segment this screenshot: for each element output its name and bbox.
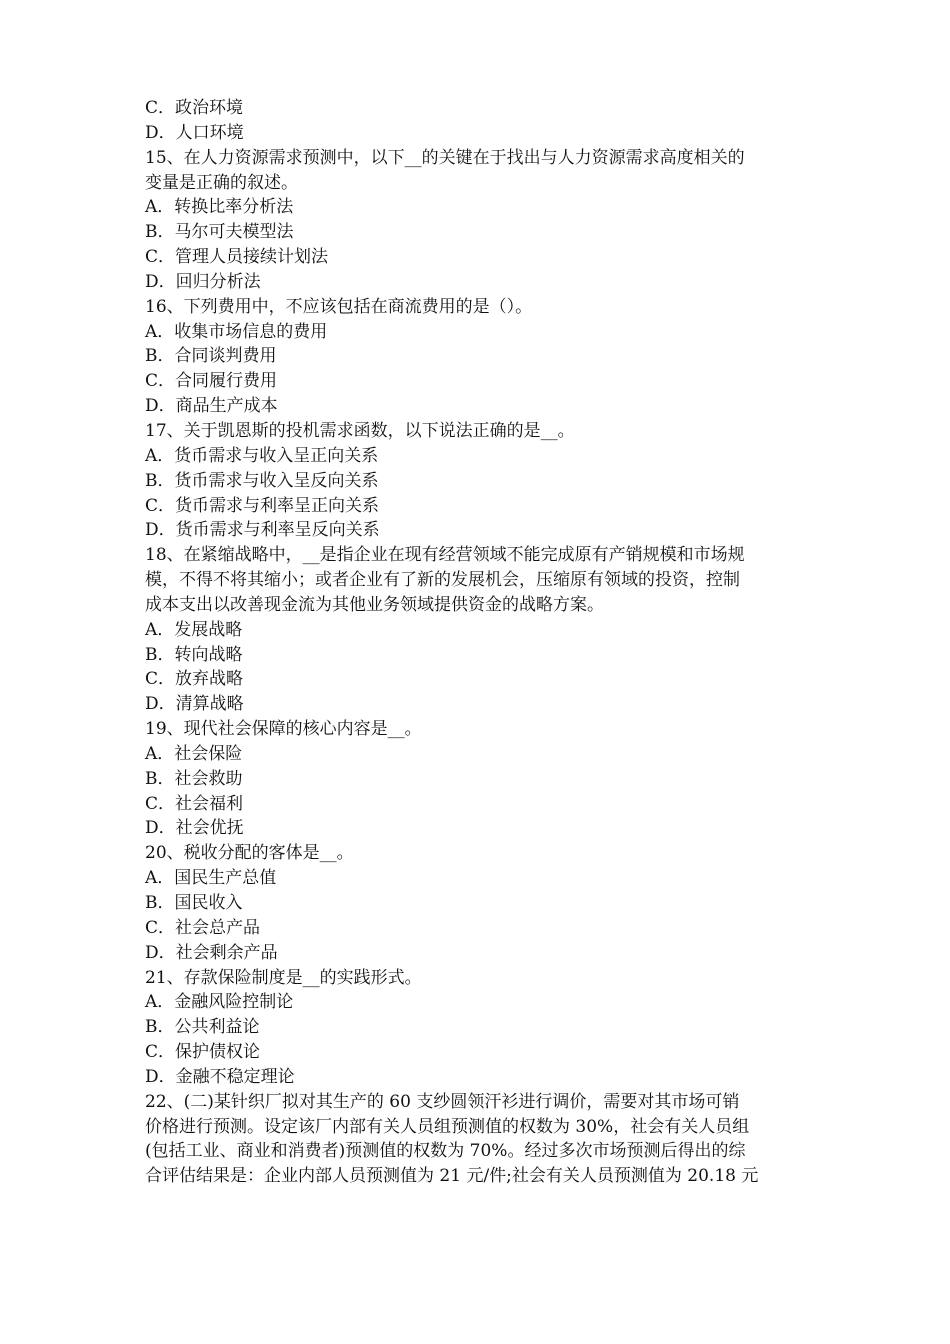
question-19: 19、现代社会保障的核心内容是__。	[145, 719, 422, 740]
option-d-q21: D．金融不稳定理论	[145, 1066, 295, 1087]
option-a-q18: A．发展战略	[145, 619, 243, 640]
option-d-q20: D．社会剩余产品	[145, 942, 278, 963]
question-22-line-2: 价格进行预测。设定该厂内部有关人员组预测值的权数为 30%，社会有关人员组	[145, 1116, 750, 1137]
question-17: 17、关于凯恩斯的投机需求函数，以下说法正确的是__。	[145, 420, 575, 441]
option-c-q17: C．货币需求与利率呈正向关系	[145, 495, 380, 516]
option-d-q18: D．清算战略	[145, 694, 244, 715]
document-page	[145, 96, 820, 1189]
question-16: 16、下列费用中，不应该包括在商流费用的是（）。	[145, 296, 533, 317]
option-a-q17: A．货币需求与收入呈正向关系	[145, 445, 379, 466]
question-18-line-1: 18、在紧缩战略中，__是指企业在现有经营领域不能完成原有产销规模和市场规	[145, 545, 745, 566]
option-d-q16: D．商品生产成本	[145, 396, 278, 417]
option-b-q20: B．国民收入	[145, 893, 243, 913]
question-22-line-1: 22、(二)某针织厂拟对其生产的 60 支纱圆领汗衫进行调价，需要对其市场可销	[145, 1091, 740, 1112]
question-18-line-3: 成本支出以改善现金流为其他业务领域提供资金的战略方案。	[145, 594, 604, 615]
option-b-q17: B．货币需求与收入呈反向关系	[145, 470, 379, 491]
option-d-q17: D．货币需求与利率呈反向关系	[145, 520, 380, 541]
option-c-q15: C．管理人员接续计划法	[145, 247, 329, 268]
question-22-line-4: 合评估结果是：企业内部人员预测值为 21 元/件;社会有关人员预测值为 20.18 元	[145, 1166, 759, 1187]
question-15-line-2: 变量是正确的叙述。	[145, 172, 298, 193]
option-b-q18: B．转向战略	[145, 644, 243, 665]
question-15-line-1: 15、在人力资源需求预测中，以下__的关键在于找出与人力资源需求高度相关的	[145, 147, 745, 168]
question-18-line-2: 模，不得不将其缩小；或者企业有了新的发展机会，压缩原有领域的投资，控制	[145, 570, 740, 591]
question-20: 20、税收分配的客体是__。	[145, 843, 354, 864]
option-a-q21: A．金融风险控制论	[145, 992, 294, 1013]
question-22-line-3: (包括工业、商业和消费者)预测值的权数为 70%。经过多次市场预测后得出的综	[145, 1141, 746, 1162]
option-c-q20: C．社会总产品	[145, 917, 261, 938]
option-d-q19: D．社会优抚	[145, 818, 244, 839]
question-21: 21、存款保险制度是__的实践形式。	[145, 967, 422, 988]
option-b-q15: B．马尔可夫模型法	[145, 222, 294, 243]
option-d-q14: D．人口环境	[145, 122, 244, 143]
option-b-q21: B．公共利益论	[145, 1017, 260, 1038]
option-c-q14: C．政治环境	[145, 98, 244, 118]
option-d-q15: D．回归分析法	[145, 271, 261, 292]
option-c-q19: C．社会福利	[145, 793, 244, 814]
option-c-q21: C．保护债权论	[145, 1042, 261, 1063]
option-c-q16: C．合同履行费用	[145, 371, 278, 392]
option-a-q15: A．转换比率分析法	[145, 197, 294, 218]
option-c-q18: C．放弃战略	[145, 669, 244, 690]
option-b-q19: B．社会救助	[145, 768, 243, 789]
option-a-q16: A．收集市场信息的费用	[145, 321, 328, 342]
option-b-q16: B．合同谈判费用	[145, 346, 277, 367]
option-a-q20: A．国民生产总值	[145, 868, 277, 889]
option-a-q19: A．社会保险	[145, 743, 243, 764]
